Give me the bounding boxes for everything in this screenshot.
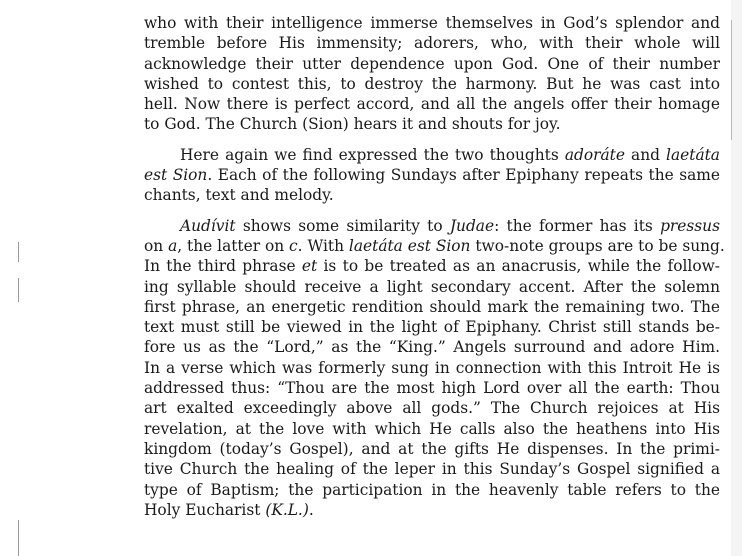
text-run: and bbox=[624, 145, 667, 164]
page-edge-line bbox=[731, 20, 732, 140]
text-line: fore us as the “Lord,” as the “King.” Angels surround and adore Him. bbox=[144, 338, 720, 357]
text-line bbox=[144, 165, 720, 185]
paragraph-2 bbox=[144, 145, 720, 206]
text-run: is to be treated as an anacrusis, while the follow- bbox=[317, 257, 720, 276]
italic-term: laetáta bbox=[666, 145, 720, 164]
italic-term: Audívit bbox=[180, 216, 236, 235]
text-line bbox=[144, 145, 720, 165]
text-line bbox=[144, 216, 720, 236]
text-run: on bbox=[144, 236, 169, 255]
body-text bbox=[144, 13, 725, 520]
margin-mark bbox=[18, 520, 19, 556]
text-run: shows some similarity to bbox=[235, 216, 450, 235]
italic-term: (K.L.) bbox=[265, 500, 309, 519]
text-line: text must still be viewed in the light of Epiphany. Christ still stands be- bbox=[144, 318, 720, 337]
text-line: chants, text and melody. bbox=[144, 186, 334, 205]
text-line: revelation, at the love with which He calls also the heathens into His bbox=[144, 419, 720, 438]
italic-term: laetáta est Sion bbox=[348, 236, 471, 255]
paragraph-3 bbox=[144, 216, 725, 520]
text-line: hell. Now there is perfect accord, and all the angels offer their homage bbox=[144, 95, 720, 114]
margin-mark bbox=[18, 278, 19, 302]
italic-term: a bbox=[168, 236, 178, 255]
text-line: ing syllable should receive a light secondary accent. After the solemn bbox=[144, 277, 720, 296]
paragraph-1 bbox=[144, 13, 720, 135]
text-line bbox=[144, 256, 720, 276]
text-line: wished to contest this, to destroy the harmony. But he was cast into bbox=[144, 74, 720, 93]
text-line: art exalted exceedingly above all gods.” The Church rejoices at His bbox=[144, 399, 720, 418]
text-run: In the third phrase bbox=[144, 257, 302, 276]
text-line: to God. The Church (Sion) hears it and shouts for joy. bbox=[144, 115, 561, 134]
text-run: Holy Eucharist bbox=[144, 500, 266, 519]
text-line: kingdom (today’s Gospel), and at the gifts He dispenses. In the primi- bbox=[144, 439, 720, 458]
italic-term: est Sion bbox=[144, 166, 208, 185]
text-run: . Each of the following Sundays after Epiphany repeats the same bbox=[207, 166, 721, 185]
text-run: two-note groups are to be sung. bbox=[470, 236, 725, 255]
text-line: type of Baptism; the participation in the heavenly table refers to the bbox=[144, 480, 720, 499]
text-line bbox=[144, 500, 720, 520]
text-line: In a verse which was formerly sung in connection with this Introit He is bbox=[144, 358, 720, 377]
italic-term: et bbox=[301, 257, 318, 276]
italic-term: pressus bbox=[660, 216, 720, 235]
paragraph-gap bbox=[144, 206, 720, 216]
text-run: , the latter on bbox=[177, 236, 290, 255]
text-run: Here again we find expressed the two thoughts bbox=[180, 145, 565, 164]
text-run: . bbox=[308, 500, 314, 519]
paragraph-gap bbox=[144, 135, 720, 145]
text-run: . With bbox=[297, 236, 349, 255]
text-run: : the former has its bbox=[494, 216, 661, 235]
text-line: first phrase, an energetic rendition should mark the remaining two. The bbox=[144, 297, 720, 316]
text-line: tive Church the healing of the leper in this Sunday’s Gospel signified a bbox=[144, 460, 720, 479]
italic-term: c bbox=[289, 236, 298, 255]
text-line: tremble before His immensity; adorers, who, with their whole will bbox=[144, 34, 720, 53]
text-line: who with their intelligence immerse themselves in God’s splendor and bbox=[144, 14, 720, 32]
italic-term: adoráte bbox=[564, 145, 625, 164]
text-line: acknowledge their utter dependence upon God. One of their number bbox=[144, 54, 720, 73]
margin-mark bbox=[18, 242, 19, 262]
text-line bbox=[144, 236, 725, 256]
text-line: addressed thus: “Thou are the most high Lord over all the earth: Thou bbox=[144, 379, 720, 398]
page-edge-shadow bbox=[731, 0, 742, 556]
italic-term: Judae bbox=[449, 216, 495, 235]
